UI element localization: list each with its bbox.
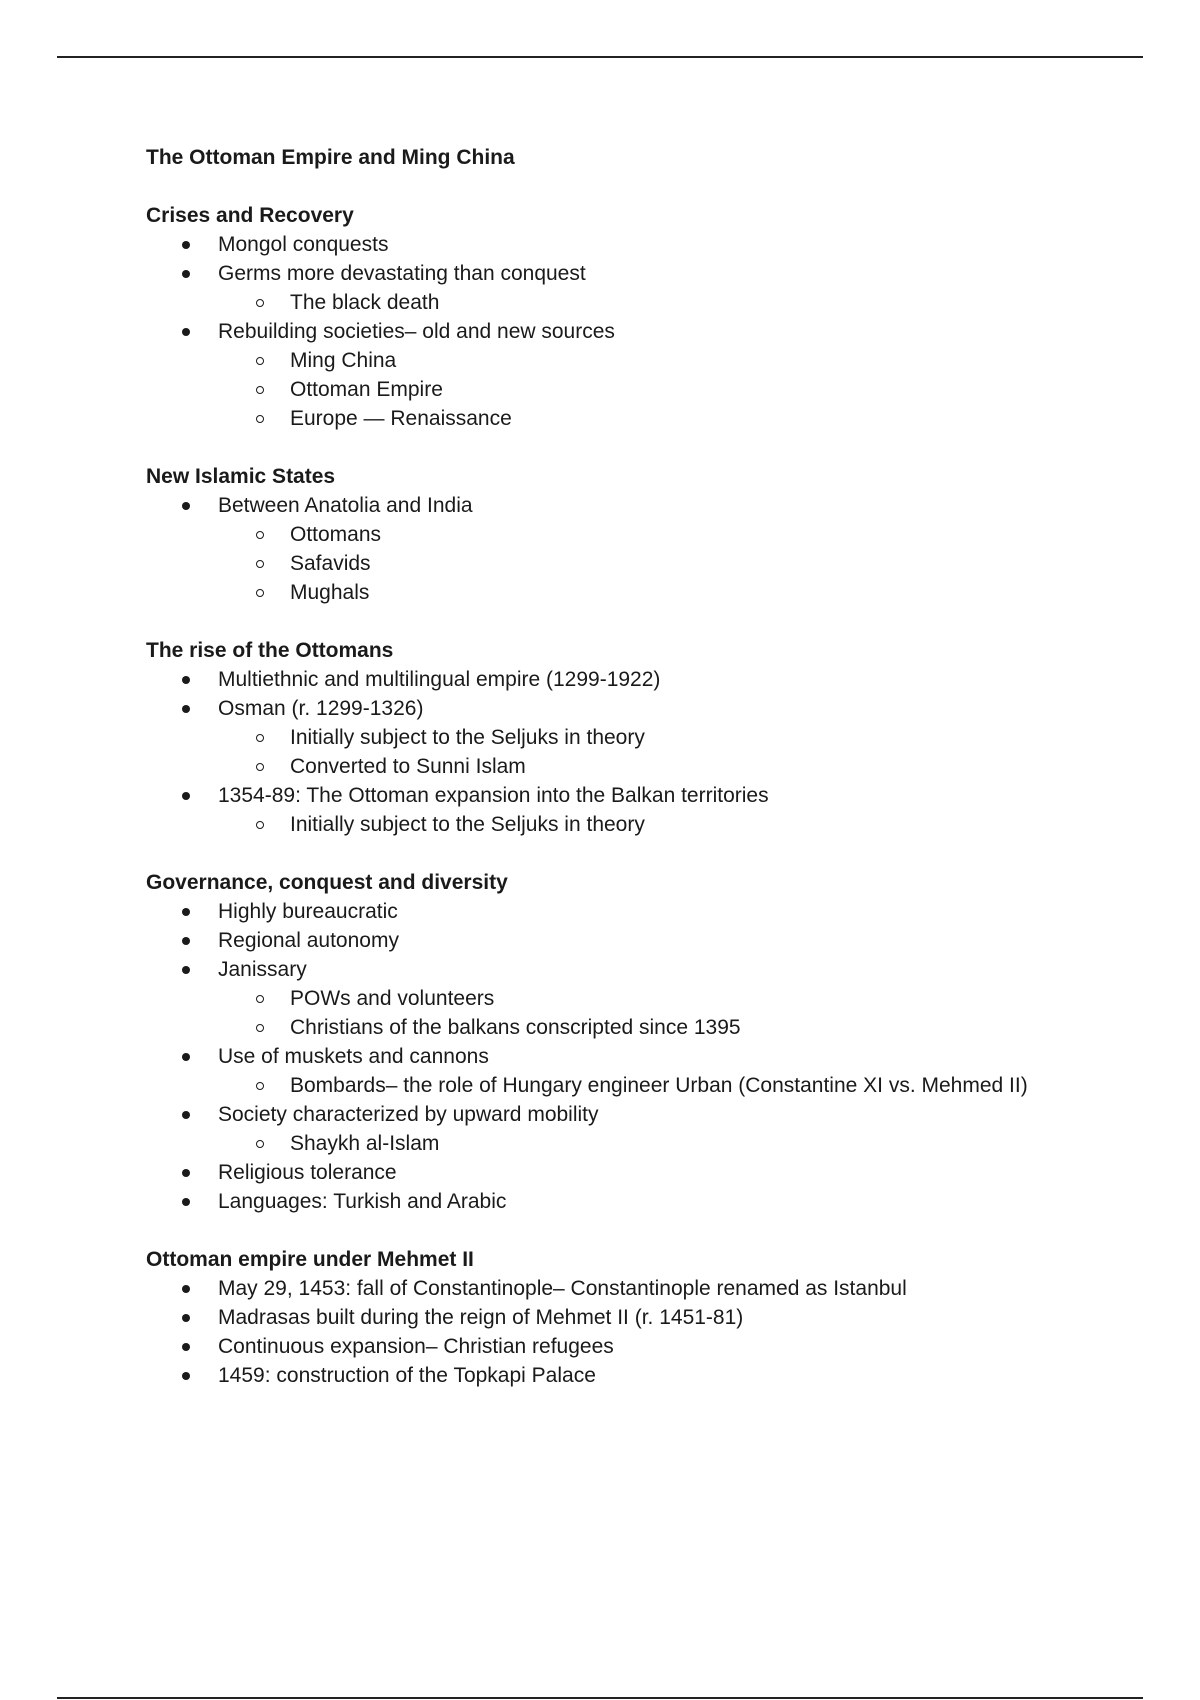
bullet-list [146, 897, 1106, 1216]
filled-bullet-icon [182, 502, 190, 510]
filled-bullet-icon [182, 1314, 190, 1322]
list-item-text: Use of muskets and cannons [218, 1045, 489, 1068]
sub-list-item-text: Ottomans [290, 523, 382, 546]
list-item [146, 1158, 1106, 1187]
hollow-bullet-icon [256, 1082, 264, 1090]
sub-list-item-text: Shaykh al-Islam [290, 1132, 440, 1155]
list-item-text: Janissary [218, 958, 307, 981]
sub-list-item [146, 578, 1106, 607]
list-item-text: Society characterized by upward mobility [218, 1103, 599, 1126]
filled-bullet-icon [182, 1169, 190, 1177]
sub-list-item-text: Europe — Renaissance [290, 407, 512, 430]
list-item [146, 781, 1106, 839]
filled-bullet-icon [182, 328, 190, 336]
list-item [146, 230, 1106, 259]
list-item-text: Rebuilding societies– old and new sources [218, 320, 615, 343]
filled-bullet-icon [182, 1343, 190, 1351]
list-item-text: 1459: construction of the Topkapi Palace [218, 1364, 596, 1387]
sub-bullet-list [146, 1071, 1106, 1100]
list-item-text: Osman (r. 1299-1326) [218, 697, 424, 720]
sub-list-item [146, 549, 1106, 578]
filled-bullet-icon [182, 1111, 190, 1119]
hollow-bullet-icon [256, 415, 264, 423]
list-item-text: May 29, 1453: fall of Constantinople– Constantinople renamed as Istanbul [218, 1277, 907, 1300]
sub-bullet-list [146, 1129, 1106, 1158]
sub-list-item [146, 984, 1106, 1013]
sub-list-item [146, 723, 1106, 752]
hollow-bullet-icon [256, 560, 264, 568]
sub-list-item [146, 1071, 1106, 1100]
sub-list-item-text: Bombards– the role of Hungary engineer Urban (Constantine XI vs. Mehmed II) [290, 1074, 1028, 1097]
bullet-list [146, 491, 1106, 607]
sub-list-item [146, 752, 1106, 781]
sub-list-item-text: POWs and volunteers [290, 987, 495, 1010]
filled-bullet-icon [182, 792, 190, 800]
hollow-bullet-icon [256, 1024, 264, 1032]
filled-bullet-icon [182, 241, 190, 249]
section [146, 462, 1106, 607]
list-item [146, 897, 1106, 926]
list-item-text: Languages: Turkish and Arabic [218, 1190, 507, 1213]
sub-list-item-text: Mughals [290, 581, 370, 604]
sub-list-item-text: Initially subject to the Seljuks in theory [290, 726, 645, 749]
hollow-bullet-icon [256, 531, 264, 539]
section-heading: Ottoman empire under Mehmet II [146, 1248, 474, 1271]
list-item [146, 955, 1106, 1042]
list-item [146, 1274, 1106, 1303]
sub-bullet-list [146, 810, 1106, 839]
sub-bullet-list [146, 288, 1106, 317]
list-item-text: Germs more devastating than conquest [218, 262, 586, 285]
list-item [146, 1042, 1106, 1100]
list-item [146, 1100, 1106, 1158]
hollow-bullet-icon [256, 299, 264, 307]
filled-bullet-icon [182, 705, 190, 713]
list-item-text: 1354-89: The Ottoman expansion into the Balkan territories [218, 784, 769, 807]
bullet-list [146, 1274, 1106, 1390]
list-item [146, 491, 1106, 607]
list-item [146, 317, 1106, 433]
list-item-text: Highly bureaucratic [218, 900, 398, 923]
sub-list-item [146, 810, 1106, 839]
list-item-text: Continuous expansion– Christian refugees [218, 1335, 614, 1358]
top-rule [57, 56, 1143, 58]
list-item-text: Mongol conquests [218, 233, 389, 256]
hollow-bullet-icon [256, 386, 264, 394]
sub-list-item [146, 1013, 1106, 1042]
section-heading: The rise of the Ottomans [146, 639, 394, 662]
section [146, 201, 1106, 433]
section [146, 868, 1106, 1216]
list-item [146, 665, 1106, 694]
section-heading: Governance, conquest and diversity [146, 871, 508, 894]
hollow-bullet-icon [256, 734, 264, 742]
hollow-bullet-icon [256, 763, 264, 771]
document-title: The Ottoman Empire and Ming China [146, 146, 515, 169]
filled-bullet-icon [182, 270, 190, 278]
sections-container [146, 201, 1106, 1390]
sub-list-item [146, 288, 1106, 317]
sub-list-item-text: Ming China [290, 349, 397, 372]
list-item-text: Religious tolerance [218, 1161, 397, 1184]
filled-bullet-icon [182, 1372, 190, 1380]
filled-bullet-icon [182, 966, 190, 974]
hollow-bullet-icon [256, 821, 264, 829]
sub-list-item-text: Initially subject to the Seljuks in theory [290, 813, 645, 836]
sub-bullet-list [146, 723, 1106, 781]
hollow-bullet-icon [256, 1140, 264, 1148]
sub-list-item [146, 346, 1106, 375]
list-item [146, 259, 1106, 317]
document-body [146, 143, 1106, 1390]
list-item-text: Multiethnic and multilingual empire (1299-1922) [218, 668, 661, 691]
filled-bullet-icon [182, 1198, 190, 1206]
hollow-bullet-icon [256, 589, 264, 597]
section [146, 1245, 1106, 1390]
section-heading: Crises and Recovery [146, 204, 354, 227]
hollow-bullet-icon [256, 995, 264, 1003]
list-item [146, 1332, 1106, 1361]
bullet-list [146, 230, 1106, 433]
filled-bullet-icon [182, 676, 190, 684]
filled-bullet-icon [182, 937, 190, 945]
list-item-text: Regional autonomy [218, 929, 399, 952]
sub-list-item [146, 404, 1106, 433]
sub-bullet-list [146, 520, 1106, 607]
list-item [146, 926, 1106, 955]
sub-bullet-list [146, 984, 1106, 1042]
section-heading: New Islamic States [146, 465, 336, 488]
sub-list-item [146, 375, 1106, 404]
list-item [146, 1361, 1106, 1390]
sub-list-item-text: Ottoman Empire [290, 378, 443, 401]
sub-list-item [146, 1129, 1106, 1158]
list-item-text: Madrasas built during the reign of Mehmet II (r. 1451-81) [218, 1306, 744, 1329]
list-item [146, 1187, 1106, 1216]
list-item-text: Between Anatolia and India [218, 494, 473, 517]
sub-list-item-text: Christians of the balkans conscripted since 1395 [290, 1016, 741, 1039]
filled-bullet-icon [182, 1285, 190, 1293]
list-item [146, 1303, 1106, 1332]
section [146, 636, 1106, 839]
bottom-rule [57, 1697, 1143, 1699]
sub-list-item-text: Converted to Sunni Islam [290, 755, 526, 778]
sub-bullet-list [146, 346, 1106, 433]
sub-list-item-text: The black death [290, 291, 440, 314]
sub-list-item-text: Safavids [290, 552, 371, 575]
filled-bullet-icon [182, 1053, 190, 1061]
filled-bullet-icon [182, 908, 190, 916]
bullet-list [146, 665, 1106, 839]
list-item [146, 694, 1106, 781]
hollow-bullet-icon [256, 357, 264, 365]
sub-list-item [146, 520, 1106, 549]
